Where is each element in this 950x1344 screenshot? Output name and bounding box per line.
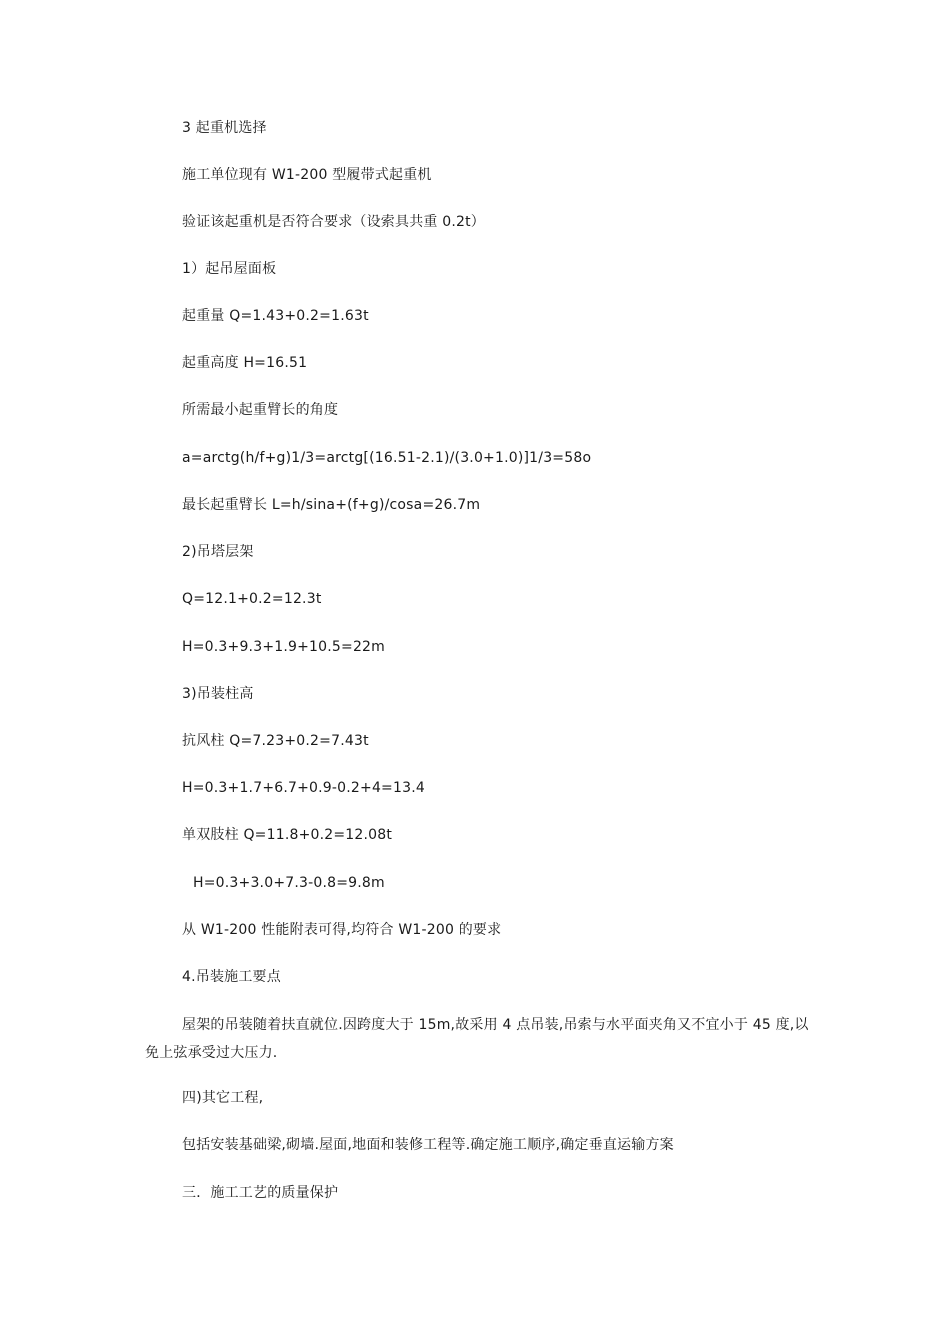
formula-line: 起重高度 H=16.51	[182, 355, 308, 371]
subheading-roof-truss: 2)吊塔层架	[182, 544, 254, 560]
formula-line: H=0.3+1.7+6.7+0.9-0.2+4=13.4	[182, 780, 425, 796]
paragraph-lifting: 屋架的吊装随着扶直就位.因跨度大于 15m,故采用 4 点吊装,吊索与水平面夹角又不宜小于 45 度,以免上弦承受过大压力.	[145, 1017, 809, 1061]
subheading-column: 3)吊装柱高	[182, 686, 254, 702]
formula-line: 最长起重臂长 L=h/sina+(f+g)/cosa=26.7m	[182, 497, 481, 513]
subheading-roof-panel: 1）起吊屋面板	[182, 261, 277, 277]
formula-line: 起重量 Q=1.43+0.2=1.63t	[182, 308, 369, 324]
text-line: 验证该起重机是否符合要求（设索具共重 0.2t）	[182, 214, 486, 230]
text-line: 施工单位现有 W1-200 型履带式起重机	[182, 167, 432, 183]
formula-line: H=0.3+3.0+7.3-0.8=9.8m	[193, 875, 385, 891]
formula-line: Q=12.1+0.2=12.3t	[182, 591, 322, 607]
section-heading-lifting-points: 4.吊装施工要点	[182, 969, 281, 985]
formula-line: 抗风柱 Q=7.23+0.2=7.43t	[182, 733, 369, 749]
formula-line: 单双肢柱 Q=11.8+0.2=12.08t	[182, 827, 393, 843]
text-line: 包括安装基础梁,砌墙.屋面,地面和装修工程等.确定施工顺序,确定垂直运输方案	[182, 1137, 674, 1153]
formula-line: H=0.3+9.3+1.9+10.5=22m	[182, 639, 385, 655]
subheading-other-works: 四)其它工程,	[182, 1090, 264, 1106]
section-heading-quality: 三．施工工艺的质量保护	[182, 1185, 339, 1201]
section-heading-crane-selection: 3 起重机选择	[182, 120, 267, 136]
formula-line: a=arctg(h/f+g)1/3=arctg[(16.51-2.1)/(3.0+1.0)]1/3=58o	[182, 450, 592, 466]
text-line: 所需最小起重臂长的角度	[182, 402, 339, 418]
text-line: 从 W1-200 性能附表可得,均符合 W1-200 的要求	[182, 922, 502, 938]
